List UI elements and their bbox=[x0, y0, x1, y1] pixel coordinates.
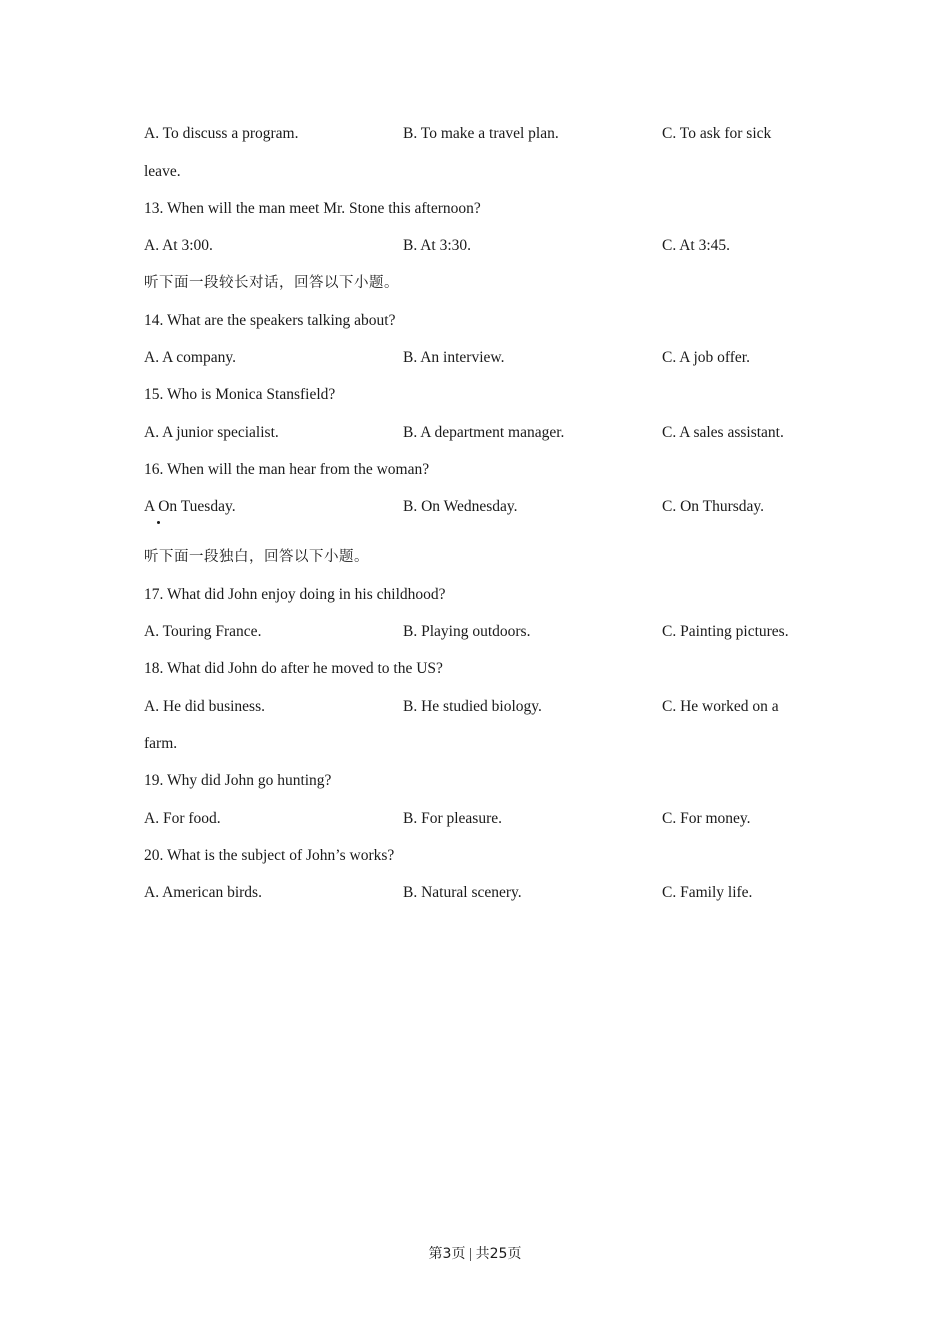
q18-option-c-continued: farm. bbox=[144, 735, 178, 752]
q20-option-a: A. American birds. bbox=[144, 884, 262, 901]
q16-option-a: A On Tuesday. bbox=[144, 498, 236, 515]
q19-option-a: A. For food. bbox=[144, 810, 221, 827]
q15-option-b: B. A department manager. bbox=[403, 424, 565, 441]
page-number-total: 共25页 bbox=[475, 1246, 522, 1262]
q13-option-a: A. At 3:00. bbox=[144, 237, 213, 254]
q12-option-c: C. To ask for sick bbox=[662, 125, 772, 142]
q13-question: 13. When will the man meet Mr. Stone this afternoon? bbox=[144, 200, 481, 217]
q13-option-b: B. At 3:30. bbox=[403, 237, 472, 254]
q18-option-a: A. He did business. bbox=[144, 698, 265, 715]
q17-question: 17. What did John enjoy doing in his childhood? bbox=[144, 586, 446, 603]
q15-option-a: A. A junior specialist. bbox=[144, 424, 279, 441]
q13-option-c: C. At 3:45. bbox=[662, 237, 731, 254]
page-number-separator: | bbox=[465, 1246, 476, 1262]
section-heading-long-dialogue: 听下面一段较长对话，回答以下小题。 bbox=[144, 275, 399, 291]
stray-dot-mark bbox=[157, 521, 160, 524]
q19-option-b: B. For pleasure. bbox=[403, 810, 503, 827]
page-number-current: 第3页 bbox=[428, 1246, 466, 1262]
q20-option-c: C. Family life. bbox=[662, 884, 753, 901]
q19-question: 19. Why did John go hunting? bbox=[144, 772, 332, 789]
q16-option-c: C. On Thursday. bbox=[662, 498, 765, 515]
q18-question: 18. What did John do after he moved to the US? bbox=[144, 660, 443, 677]
q14-option-c: C. A job offer. bbox=[662, 349, 750, 366]
q18-option-c: C. He worked on a bbox=[662, 698, 779, 715]
q15-question: 15. Who is Monica Stansfield? bbox=[144, 386, 336, 403]
q17-option-a: A. Touring France. bbox=[144, 623, 262, 640]
page-footer bbox=[0, 1244, 950, 1264]
q19-option-c: C. For money. bbox=[662, 810, 751, 827]
q14-option-b: B. An interview. bbox=[403, 349, 505, 366]
q16-question: 16. When will the man hear from the woman? bbox=[144, 461, 430, 478]
q14-option-a: A. A company. bbox=[144, 349, 236, 366]
q18-option-b: B. He studied biology. bbox=[403, 698, 542, 715]
q20-question: 20. What is the subject of John’s works? bbox=[144, 847, 395, 864]
q12-option-c-continued: leave. bbox=[144, 163, 181, 180]
q12-option-b: B. To make a travel plan. bbox=[403, 125, 559, 142]
q14-question: 14. What are the speakers talking about? bbox=[144, 312, 396, 329]
q20-option-b: B. Natural scenery. bbox=[403, 884, 522, 901]
q17-option-b: B. Playing outdoors. bbox=[403, 623, 531, 640]
q17-option-c: C. Painting pictures. bbox=[662, 623, 789, 640]
q12-option-a: A. To discuss a program. bbox=[144, 125, 299, 142]
section-heading-monologue: 听下面一段独白，回答以下小题。 bbox=[144, 549, 369, 565]
q15-option-c: C. A sales assistant. bbox=[662, 424, 784, 441]
q16-option-b: B. On Wednesday. bbox=[403, 498, 518, 515]
